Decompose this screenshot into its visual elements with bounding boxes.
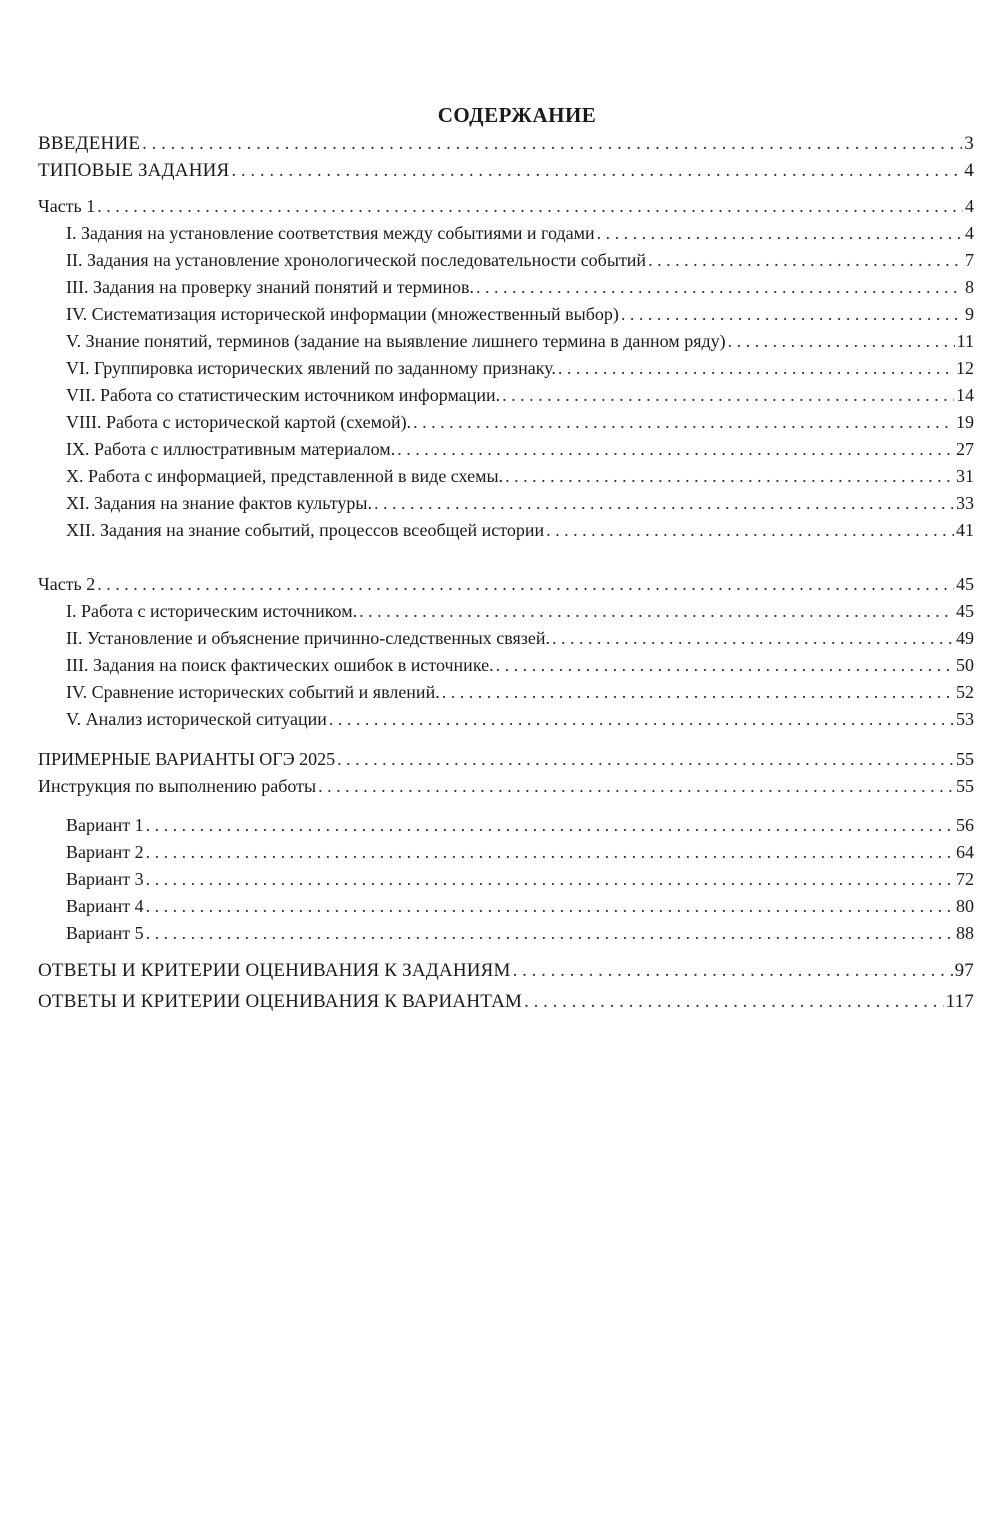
toc-entry-page: 7 [965, 250, 974, 270]
toc-entry-label: XII. Задания на знание событий, процессов всеобщей истории [66, 520, 545, 540]
toc-entry-label: Часть 1 [38, 196, 96, 216]
toc-entry-label: Вариант 4 [66, 896, 144, 916]
toc-entry-page: 80 [956, 896, 974, 916]
toc-entry[interactable] [38, 960, 974, 982]
leader-dots [231, 160, 962, 182]
toc-entry[interactable] [66, 249, 974, 271]
toc-entry[interactable] [38, 195, 974, 217]
toc-entry[interactable] [38, 160, 974, 182]
toc-entry-page: 41 [956, 520, 974, 540]
leader-dots [146, 814, 954, 836]
leader-dots [728, 330, 955, 352]
leader-dots [146, 895, 954, 917]
toc-entry[interactable] [66, 654, 974, 676]
toc-entry-label: XI. Задания на знание фактов культуры. [66, 493, 373, 513]
toc-entry-label: V. Знание понятий, терминов (задание на выявление лишнего термина в данном ряду) [66, 331, 726, 351]
toc-entry-label: Вариант 2 [66, 842, 144, 862]
toc-entry[interactable] [38, 748, 974, 770]
toc-entry-page: 9 [965, 304, 974, 324]
toc-entry-page: 64 [956, 842, 974, 862]
toc-entry[interactable] [66, 411, 974, 433]
leader-dots [413, 411, 954, 433]
toc-entry-label: VI. Группировка исторических явлений по заданному признаку. [66, 358, 556, 378]
toc-entry[interactable] [66, 814, 974, 836]
toc-entry[interactable] [38, 991, 974, 1013]
leader-dots [648, 249, 963, 271]
leader-dots [397, 438, 954, 460]
toc-entry-label: ВВЕДЕНИЕ [38, 133, 141, 154]
toc-entry[interactable] [66, 627, 974, 649]
toc-entry[interactable] [66, 492, 974, 514]
toc-entry-page: 97 [954, 960, 974, 981]
toc-entry[interactable] [66, 708, 974, 730]
page-title: СОДЕРЖАНИЕ [437, 103, 597, 127]
toc-entry-label: ПРИМЕРНЫЕ ВАРИАНТЫ ОГЭ 2025 [38, 749, 336, 769]
toc-entry-label: V. Анализ исторической ситуации [66, 709, 327, 729]
leader-dots [546, 519, 954, 541]
toc-entry-label: III. Задания на поиск фактических ошибок в источнике. [66, 655, 494, 675]
leader-dots [146, 868, 954, 890]
leader-dots [146, 841, 954, 863]
toc-entry-label: IV. Сравнение исторических событий и явлений. [66, 682, 440, 702]
toc-entry-label: ОТВЕТЫ И КРИТЕРИИ ОЦЕНИВАНИЯ К ЗАДАНИЯМ [38, 960, 511, 981]
toc-entry-page: 45 [956, 574, 974, 594]
toc-entry-page: 4 [964, 160, 974, 181]
toc-entry-label: II. Задания на установление хронологической последовательности событий [66, 250, 647, 270]
toc-entry[interactable] [66, 519, 974, 541]
toc-entry-page: 45 [956, 601, 974, 621]
leader-dots [552, 627, 954, 649]
toc-entry-page: 117 [945, 991, 974, 1012]
toc-entry-page: 52 [956, 682, 974, 702]
leader-dots [329, 708, 954, 730]
leader-dots [337, 748, 954, 770]
leader-dots [142, 133, 962, 155]
toc-entry[interactable] [66, 357, 974, 379]
toc-entry-page: 12 [956, 358, 974, 378]
toc-entry-page: 14 [956, 385, 974, 405]
toc-entry-label: IX. Работа с иллюстративным материалом. [66, 439, 396, 459]
toc-entry-label: II. Установление и объяснение причинно-следственных связей. [66, 628, 551, 648]
leader-dots [359, 600, 954, 622]
leader-dots [597, 222, 963, 244]
toc-entry-label: IV. Систематизация исторической информации (множественный выбор) [66, 304, 619, 324]
toc-entry-page: 19 [956, 412, 974, 432]
toc-entry[interactable] [66, 841, 974, 863]
toc-entry-page: 3 [964, 133, 974, 154]
toc-entry-page: 8 [965, 277, 974, 297]
toc-entry-page: 88 [956, 923, 974, 943]
toc-entry-page: 27 [956, 439, 974, 459]
toc-entry-label: I. Работа с историческим источником. [66, 601, 358, 621]
toc-entry[interactable] [66, 895, 974, 917]
toc-entry-label: ТИПОВЫЕ ЗАДАНИЯ [38, 160, 230, 181]
toc-entry-label: Часть 2 [38, 574, 96, 594]
toc-entry-label: I. Задания на установление соответствия между событиями и годами [66, 223, 595, 243]
leader-dots [558, 357, 954, 379]
toc-entry-page: 4 [965, 223, 974, 243]
toc-entry[interactable] [66, 303, 974, 325]
toc-entry[interactable] [38, 775, 974, 797]
toc-entry-page: 31 [956, 466, 974, 486]
leader-dots [476, 276, 963, 298]
toc-entry-label: VII. Работа со статистическим источником информации. [66, 385, 501, 405]
leader-dots [97, 195, 963, 217]
toc-entry-label: ОТВЕТЫ И КРИТЕРИИ ОЦЕНИВАНИЯ К ВАРИАНТАМ [38, 991, 523, 1012]
toc-entry-page: 11 [956, 331, 974, 351]
leader-dots [318, 775, 954, 797]
toc-entry[interactable] [66, 330, 974, 352]
leader-dots [524, 991, 943, 1013]
toc-entry[interactable] [66, 384, 974, 406]
toc-entry[interactable] [38, 133, 974, 155]
leader-dots [502, 384, 954, 406]
toc-entry-page: 55 [956, 776, 974, 796]
leader-dots [442, 681, 954, 703]
toc-entry[interactable] [38, 573, 974, 595]
toc-entry-label: VIII. Работа с исторической картой (схемой). [66, 412, 412, 432]
toc-entry-label: Вариант 1 [66, 815, 144, 835]
leader-dots [513, 960, 953, 982]
leader-dots [97, 573, 954, 595]
toc-entry-label: X. Работа с информацией, представленной в виде схемы. [66, 466, 504, 486]
toc-entry-label: Вариант 5 [66, 923, 144, 943]
toc-entry-page: 53 [956, 709, 974, 729]
toc-entry[interactable] [66, 681, 974, 703]
toc-entry-page: 72 [956, 869, 974, 889]
leader-dots [505, 465, 954, 487]
leader-dots [374, 492, 954, 514]
toc-entry-page: 56 [956, 815, 974, 835]
toc-entry[interactable] [66, 600, 974, 622]
toc-entry[interactable] [66, 868, 974, 890]
leader-dots [146, 922, 954, 944]
toc-entry-label: Инструкция по выполнению работы [38, 776, 317, 796]
leader-dots [621, 303, 963, 325]
toc-entry-label: III. Задания на проверку знаний понятий и терминов. [66, 277, 474, 297]
toc-entry-label: Вариант 3 [66, 869, 144, 889]
toc-entry[interactable] [66, 922, 974, 944]
toc-entry-page: 55 [956, 749, 974, 769]
toc-entry-page: 50 [956, 655, 974, 675]
toc-entry[interactable] [66, 276, 974, 298]
toc-entry[interactable] [66, 465, 974, 487]
toc-entry-page: 33 [956, 493, 974, 513]
toc-entry[interactable] [66, 222, 974, 244]
toc-entry-page: 49 [956, 628, 974, 648]
toc-entry-page: 4 [965, 196, 974, 216]
toc-entry[interactable] [66, 438, 974, 460]
leader-dots [496, 654, 954, 676]
